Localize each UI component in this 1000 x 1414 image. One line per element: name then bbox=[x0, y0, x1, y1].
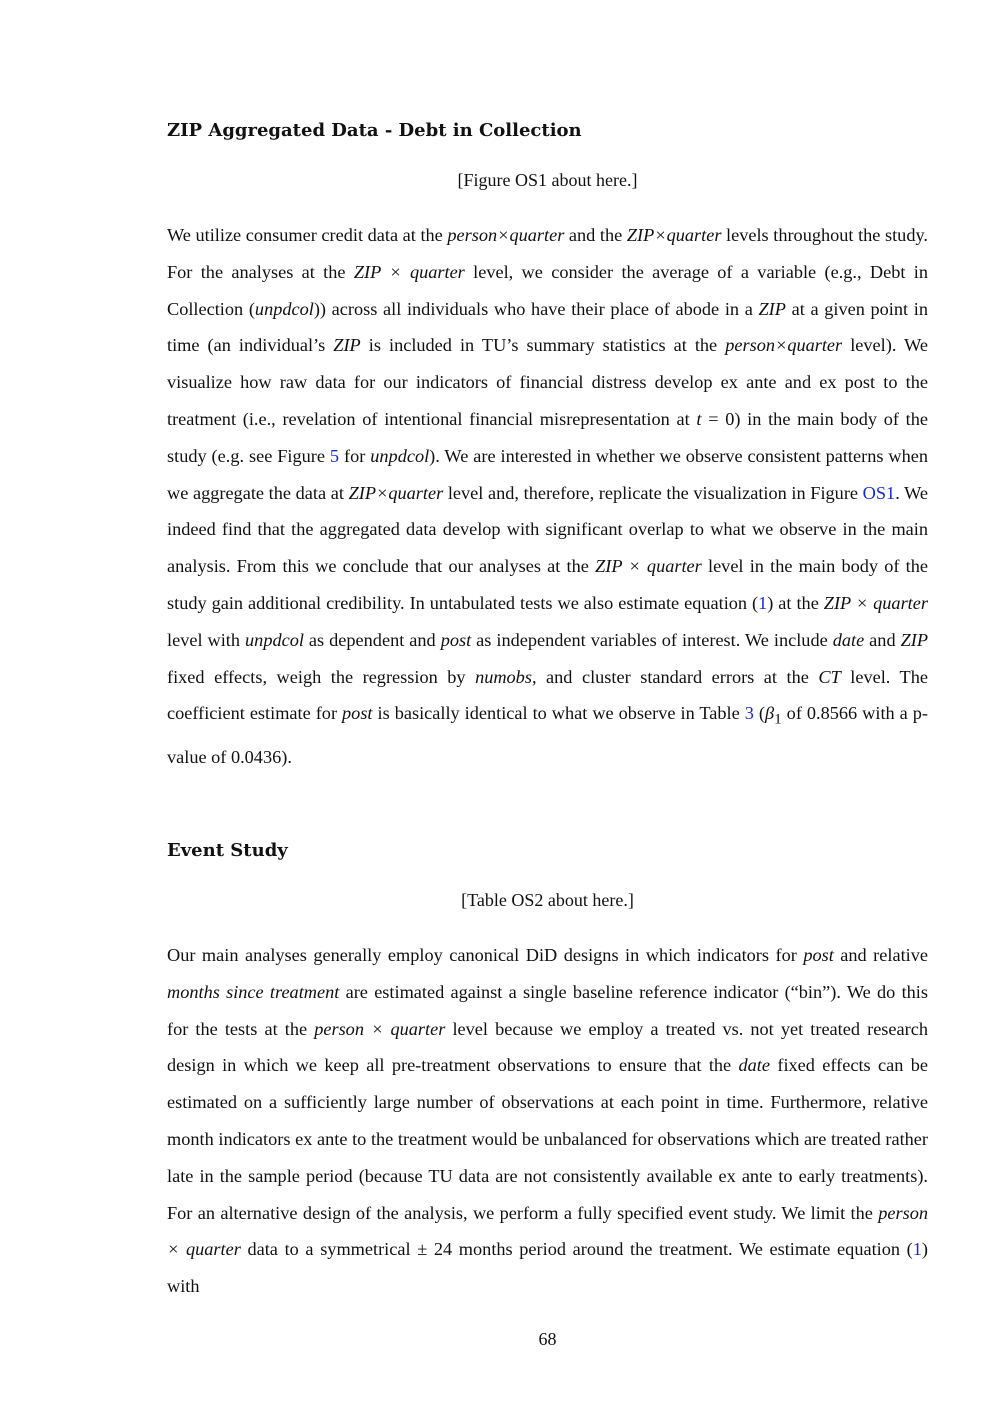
figure-placeholder-os1: [Figure OS1 about here.] bbox=[457, 170, 638, 190]
section-heading-zip-aggregated: ZIP Aggregated Data - Debt in Collection bbox=[167, 120, 582, 141]
table-3-link[interactable]: 3 bbox=[744, 703, 754, 724]
paragraph-event-study: Our main analyses generally employ canonical DiD designs in which indicators for post and relative months since treatment are estimated against a single baseline reference indicator (“bin”). We do this for the tests at the person × quarter level because we employ a treated vs. not yet treated research design in which we keep all pre-treatment observations to ensure that the date fixed effects can be estimated on a sufficiently large number of observations at each point in time. Furthermore, relative month indicators ex ante to the treatment would be unbalanced for observations which are treated rather late in the sample period (because TU data are not consistently available ex ante to early treatments). For an alternative design of the analysis, we perform a fully specified event study. We limit the person × quarter data to a symmetrical ± 24 months period around the treatment. We estimate equation (1) with bbox=[167, 945, 929, 1297]
page-number: 68 bbox=[538, 1329, 557, 1349]
equation-1-link[interactable]: 1 bbox=[758, 592, 768, 613]
equation-1-link-2[interactable]: 1 bbox=[912, 1239, 922, 1260]
table-placeholder-os2: [Table OS2 about here.] bbox=[461, 890, 634, 910]
paragraph-zip-aggregated: We utilize consumer credit data at the person×quarter and the ZIP×quarter levels throughout the study. For the analyses at the ZIP × quarter level, we consider the average of a variable (e.g., Debt in Collection (unpdcol)) across all individuals who have their place of abode in a ZIP at a given point in time (an individual’s ZIP is included in TU’s summary statistics at the person×quarter level). We visualize how raw data for our indicators of financial distress develop ex ante and ex post to the treatment (i.e., revelation of intentional financial misrepresentation at t = 0) in the main body of the study (e.g. see Figure 5 for unpdcol). We are interested in whether we observe consistent patterns when we aggregate the data at ZIP×quarter level and, therefore, replicate the visualization in Figure OS1. We indeed find that the aggregated data develop with significant overlap to what we observe in the main analysis. From this we conclude that our analyses at the ZIP × quarter level in the main body of the study gain additional credibility. In untabulated tests we also estimate equation (1) at the ZIP × quarter level with unpdcol as dependent and post as independent variables of interest. We include date and ZIP fixed effects, weigh the regression by numobs, and cluster standard errors at the CT level. The coefficient estimate for post is basically identical to what we observe in Table 3 ($\beta_1$ of 0.8566 with a p-value of 0.0436). bbox=[167, 225, 929, 767]
figure-os1-link[interactable]: OS1 bbox=[862, 482, 896, 503]
section-heading-event-study: Event Study bbox=[167, 840, 288, 861]
figure-5-link[interactable]: 5 bbox=[329, 445, 340, 466]
